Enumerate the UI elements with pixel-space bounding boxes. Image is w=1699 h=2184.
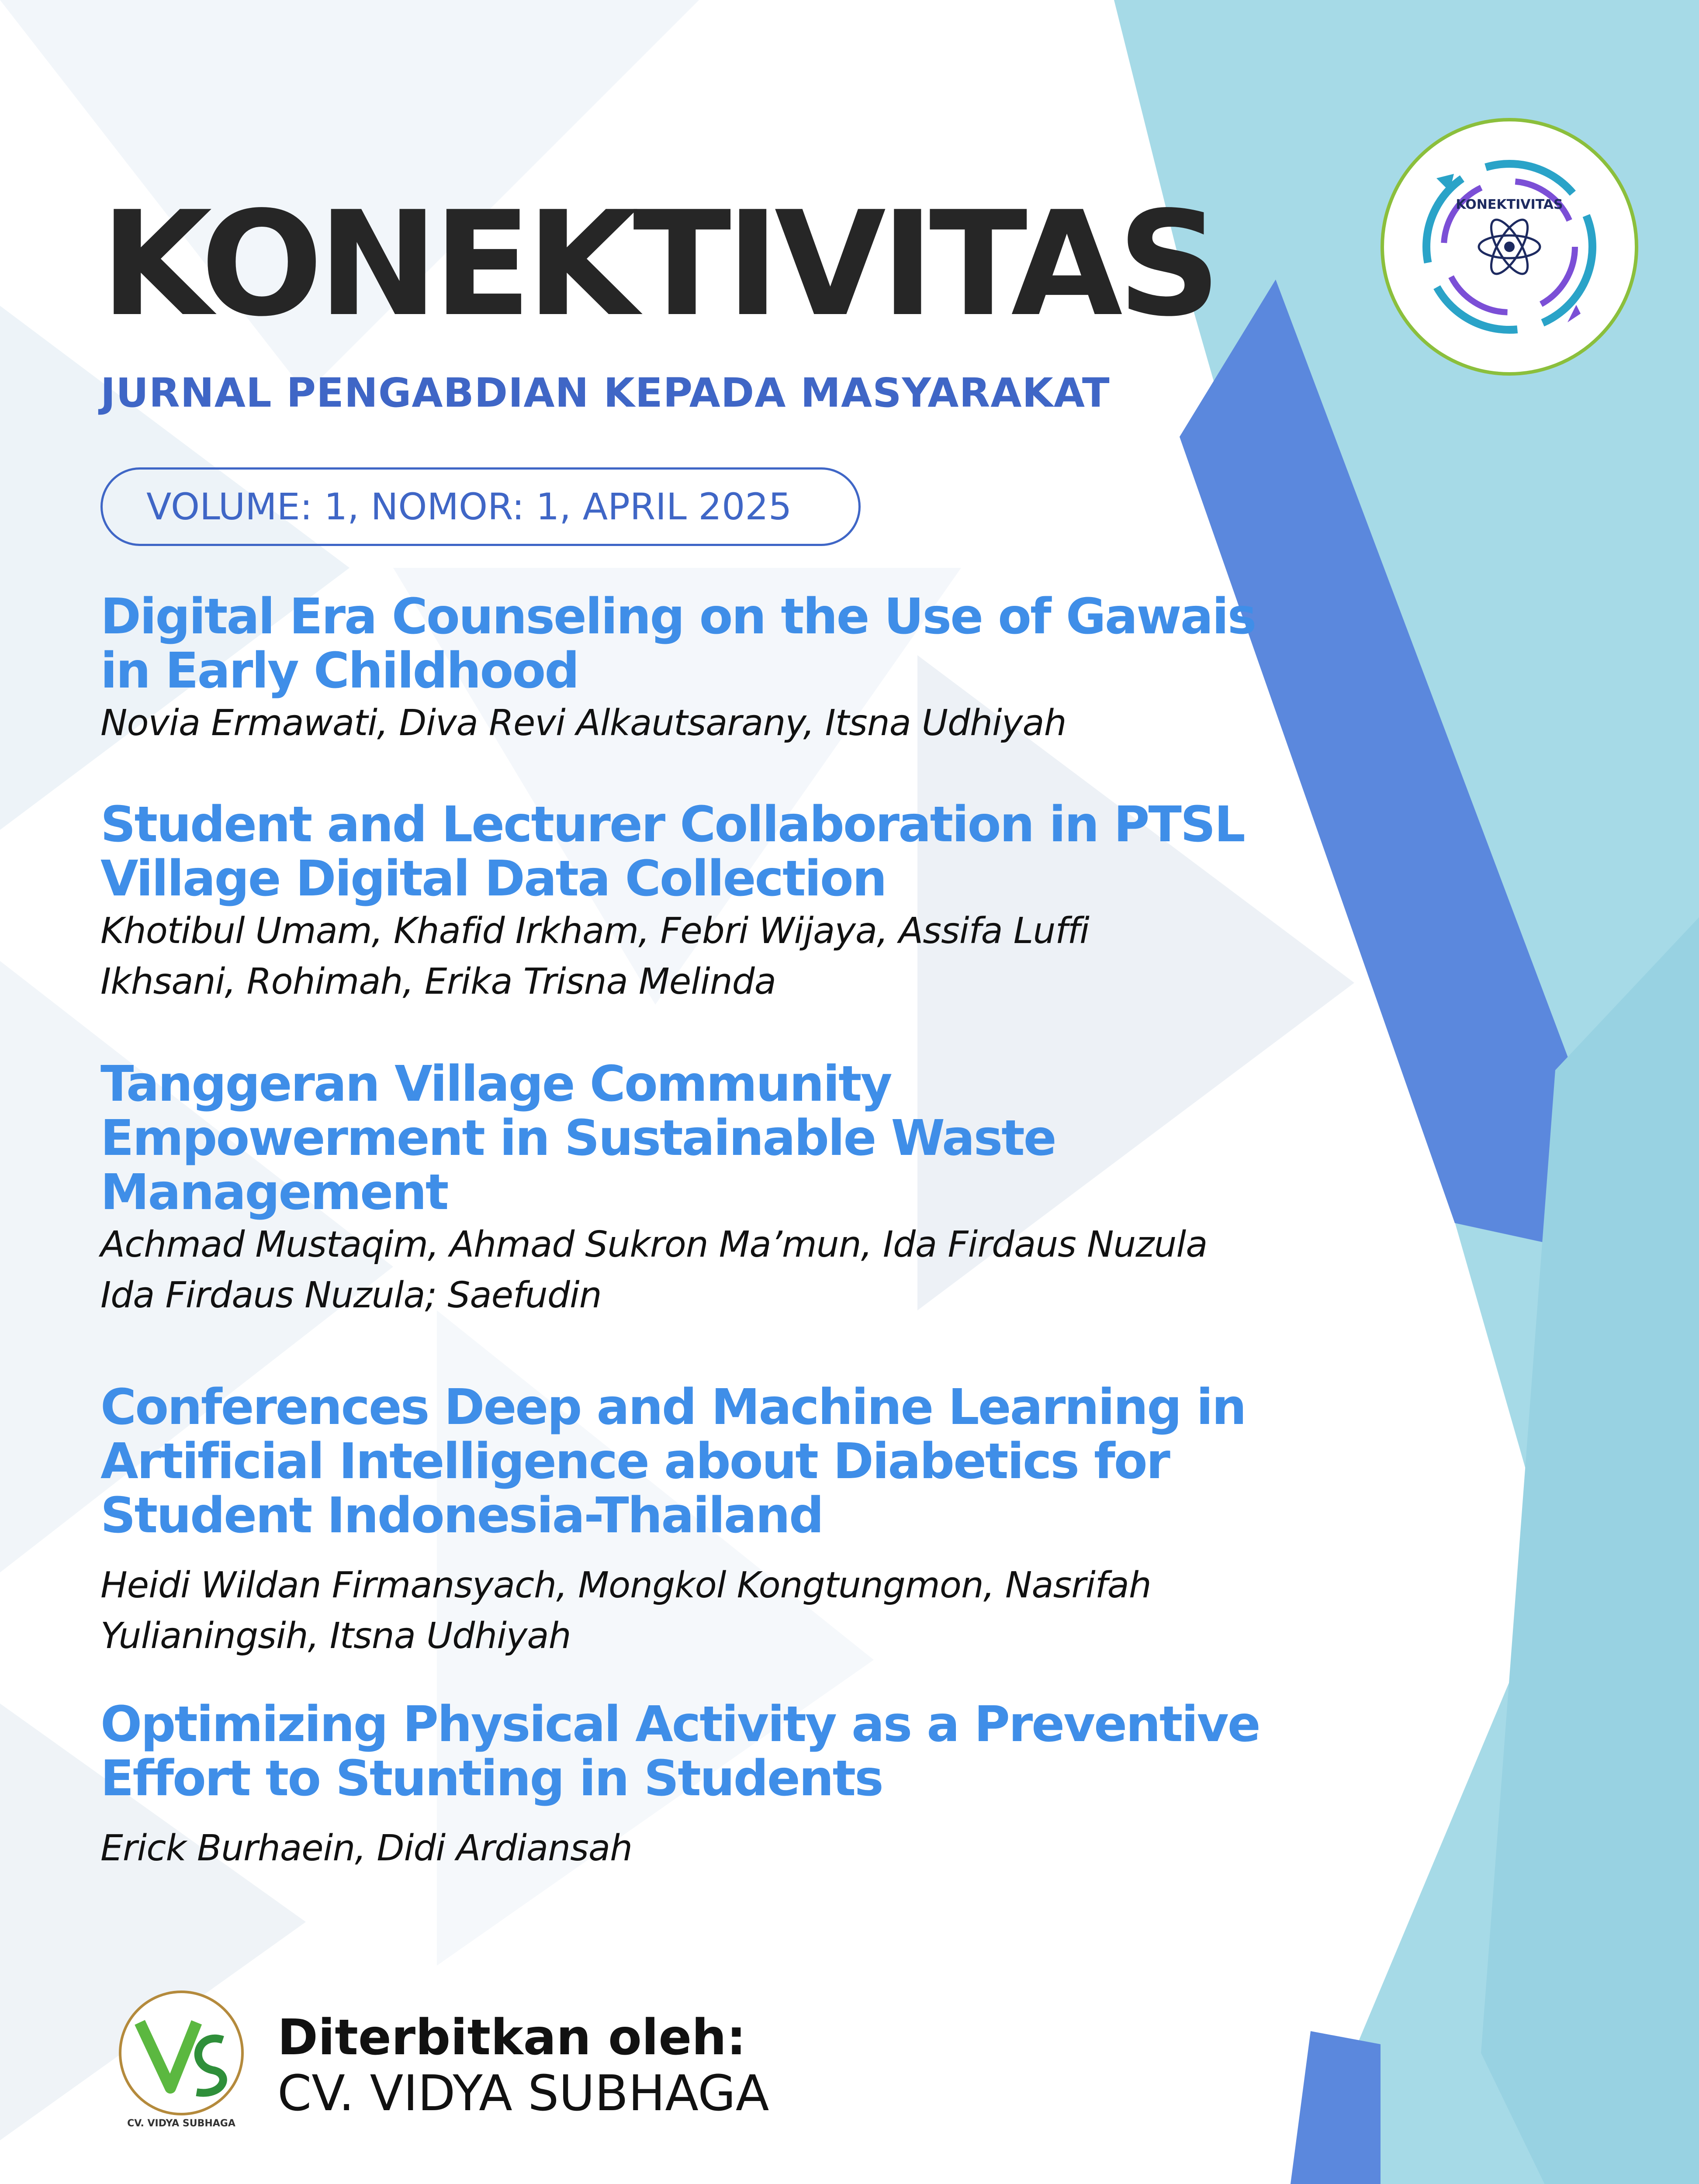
publisher-label: Diterbitkan oleh: — [277, 2009, 746, 2066]
article-5 — [100, 1697, 1280, 1874]
atom-logo-icon — [1384, 121, 1635, 372]
article-3 — [100, 1057, 1280, 1321]
publisher-name: CV. VIDYA SUBHAGA — [277, 2065, 769, 2122]
article-authors: Erick Burhaein, Didi Ardiansah — [100, 1828, 633, 1869]
svg-text:KONEKTIVITAS: KONEKTIVITAS — [1456, 197, 1563, 212]
article-authors: Khotibul Umam, Khafid Irkham, Febri Wijaya, Assifa Luffi Ikhsani, Rohimah, Erika Trisna Melinda — [100, 910, 1089, 1002]
journal-title: KONEKTIVITAS — [100, 180, 1216, 348]
svg-text:CV. VIDYA SUBHAGA: CV. VIDYA SUBHAGA — [127, 2118, 235, 2129]
volume-text: VOLUME: 1, NOMOR: 1, APRIL 2025 — [146, 485, 792, 528]
article-1 — [100, 590, 1280, 749]
article-title: Conferences Deep and Machine Learning in Artificial Intelligence about Diabetics for Student Indonesia-Thailand — [100, 1379, 1246, 1544]
article-authors: Heidi Wildan Firmansyach, Mongkol Kongtungmon, Nasrifah Yulianingsih, Itsna Udhiyah — [100, 1565, 1151, 1657]
volume-badge — [100, 467, 861, 546]
article-2 — [100, 798, 1280, 1007]
article-authors: Achmad Mustaqim, Ahmad Sukron Ma’mun, Ida Firdaus Nuzula Ida Firdaus Nuzula; Saefudin — [100, 1224, 1208, 1316]
article-4 — [100, 1380, 1280, 1662]
bg-blue-lower — [1289, 2031, 1381, 2184]
article-title: Student and Lecturer Collaboration in PTSL Village Digital Data Collection — [100, 796, 1244, 907]
journal-subtitle: JURNAL PENGABDIAN KEPADA MASYARAKAT — [100, 370, 1110, 416]
article-title: Digital Era Counseling on the Use of Gawais in Early Childhood — [100, 588, 1256, 699]
article-title: Optimizing Physical Activity as a Preventive Effort to Stunting in Students — [100, 1696, 1260, 1807]
publisher-logo — [109, 1987, 253, 2132]
journal-logo — [1381, 118, 1638, 376]
article-authors: Novia Ermawati, Diva Revi Alkautsarany, Itsna Udhiyah — [100, 702, 1066, 744]
article-title: Tanggeran Village Community Empowerment in Sustainable Waste Management — [100, 1056, 1055, 1221]
vs-logo-icon — [109, 1987, 253, 2132]
